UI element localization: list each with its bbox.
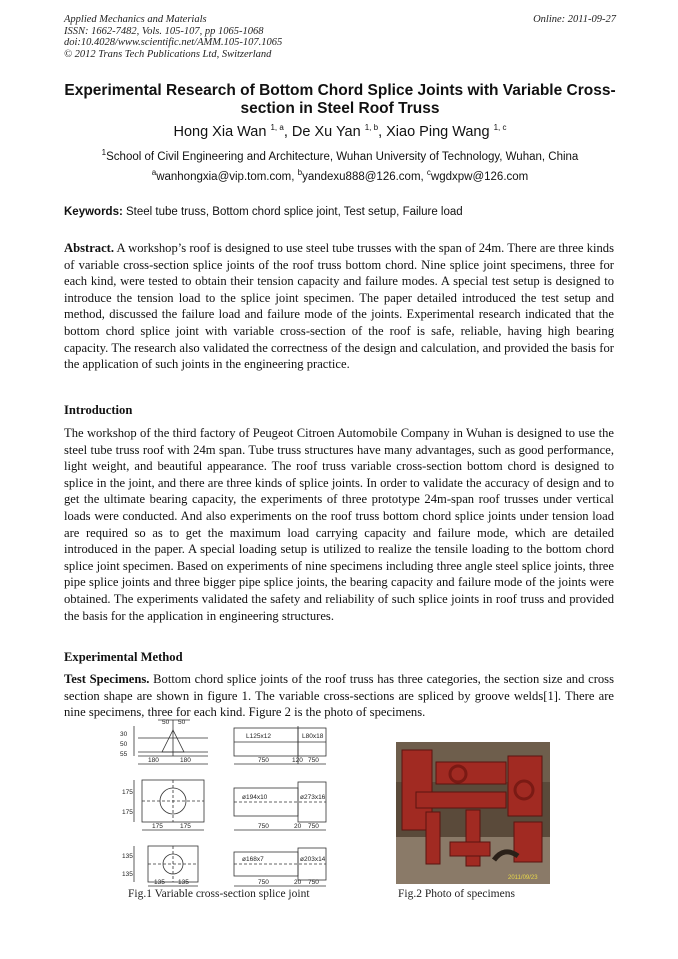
photo-timestamp: 2011/09/23: [508, 875, 538, 881]
dim-label: 175: [180, 823, 191, 830]
online-date: Online: 2011-09-27: [533, 14, 616, 25]
dim-label: 20: [294, 823, 302, 830]
dim-label: 750: [308, 823, 319, 830]
issn-line: ISSN: 1662-7482, Vols. 105-107, pp 1065-1068: [64, 25, 264, 37]
author-name: Hong Xia Wan: [173, 124, 267, 140]
email-address: yandexu888@126.com: [302, 171, 421, 183]
email-list: $^a$wanhongxia@vip.tom.com, $^b$yandexu888@126.com, $^c$wgdxpw@126.com: [151, 168, 529, 183]
keywords-text: Steel tube truss, Bottom chord splice joint, Test setup, Failure load: [126, 206, 463, 218]
section-label: L125x12: [246, 733, 271, 740]
section-label: ø168x7: [242, 856, 264, 863]
email-mark: b: [297, 168, 303, 178]
dim-label: 750: [308, 879, 319, 886]
email-mark: a: [151, 168, 157, 178]
keywords: [64, 206, 463, 218]
dim-label: 30: [120, 731, 128, 738]
figure1-caption: Fig.1 Variable cross-section splice joint: [128, 888, 310, 900]
dim-label: 750: [258, 823, 269, 830]
test-specimens-label: Test Specimens.: [64, 672, 150, 686]
dim-label: 135: [154, 879, 165, 886]
author-affil-mark: 1, b: [364, 123, 379, 133]
figure1-drawing: [118, 718, 350, 888]
figure2-photo: [396, 742, 550, 884]
email-mark: c: [426, 168, 431, 178]
dim-label: 750: [308, 757, 319, 764]
abstract-label: Abstract.: [64, 241, 115, 255]
email-address: wgdxpw@126.com: [430, 171, 529, 183]
method-text: Bottom chord splice joints of the roof truss has three categories, the section size and cross section shape are shown in figure 1. The variable cross-sections are spliced by groove welds[1]. There are nine specimens, three for each kind. Figure 2 is the photo of specimens.: [64, 672, 614, 720]
dim-label: 135: [122, 871, 133, 878]
abstract-text: A workshop’s roof is designed to use steel tube trusses with the span of 24m. There are three kinds of variable cross-section splice joints of the roof truss bottom chord. Nine splice joint specimens, three for each kind, were tested to obtain their tension capacity and failure modes. A special test setup is designed to introduce the tension load to the splice joint specimen. The paper detailed introduced the test setup and method, discussed the failure load and failure mode of the joints. Experimental research indicated that the bottom chord splice joint with variable cross-section of the roof is safe, reliable, having high bearing capacity. The research also validated the correctness of the design and calculation, and provided the basis for the application of such joints in the engineering practice.: [64, 241, 614, 372]
doi-line: doi:10.4028/www.scientific.net/AMM.105-107.1065: [64, 37, 283, 48]
introduction-text: The workshop of the third factory of Peugeot Citroen Automobile Company in Wuhan is designed to use the steel tube truss roof with 24m span. Tube truss structures have many advantages, such as good performance, light weight, and beautiful appearance. The roof truss variable cross-section bottom chord is designed to splice in the joint, and there are three kinds of splice joints. In order to validate the accuracy of design and to get the ultimate bearing capacity, the experiments of three prototype 24m-span roof trusses under vertical loads were conducted. And also experiments on the roof truss bottom chord splice joints under tension load are required so as to get the maximum load carrying capacity and failure mode, which are detailed introduced in the paper. A special loading setup is utilized to realize the tensile loading to the bottom chord splice joint specimen. Based on experiments of nine specimens including three angle steel splice joints, three pipe splice joints and three bigger pipe splice joints, the bearing capacity and failure mode of the joints were obtained. The experiments validated the safety and reliability of such splice joints in roof truss and provided the basis for the application in engineering structures.: [64, 426, 614, 623]
journal-header: [64, 14, 282, 60]
affiliation-mark: 1: [101, 148, 107, 158]
introduction-heading: Introduction: [64, 403, 133, 417]
section-label: ø203x14: [300, 856, 326, 863]
author-affil-mark: 1, c: [493, 123, 507, 133]
dim-label: 750: [258, 879, 269, 886]
dim-label: 55: [120, 751, 128, 758]
dim-label: 20: [294, 879, 302, 886]
author-name: De Xu Yan: [291, 124, 361, 140]
affiliation-text: School of Civil Engineering and Architecture, Wuhan University of Technology, Wuhan, China: [106, 151, 579, 163]
dim-label: 180: [180, 757, 191, 764]
copyright-line: © 2012 Trans Tech Publications Ltd, Switzerland: [64, 48, 272, 60]
method-paragraph: [64, 671, 614, 721]
section-label: ø273x16: [300, 794, 326, 801]
section-label: L80x18: [302, 733, 324, 740]
dim-label: 135: [122, 853, 133, 860]
dim-label: 750: [258, 757, 269, 764]
abstract: [64, 240, 614, 373]
dim-label: 175: [122, 789, 133, 796]
dim-label: 50: [120, 741, 128, 748]
dim-label: 50: [178, 719, 186, 726]
figure2-caption: Fig.2 Photo of specimens: [398, 888, 515, 900]
paper-title: Experimental Research of Bottom Chord Splice Joints with Variable Cross-section in Steel Roof Truss: [64, 82, 616, 117]
keywords-label: Keywords:: [64, 206, 123, 218]
journal-name: Applied Mechanics and Materials: [64, 14, 207, 25]
email-address: wanhongxia@vip.tom.com: [156, 171, 292, 183]
dim-label: 135: [178, 879, 189, 886]
dim-label: 175: [122, 809, 133, 816]
dim-label: 180: [148, 757, 159, 764]
author-list: Hong Xia Wan $^{1, a}$, De Xu Yan $^{1, b}$, Xiao Ping Wang $^{1, c}$: [173, 123, 507, 140]
dim-label: 50: [162, 719, 170, 726]
author-name: Xiao Ping Wang: [386, 124, 490, 140]
affiliation: [40, 148, 640, 163]
author-affil-mark: 1, a: [270, 123, 284, 133]
dim-label: 175: [152, 823, 163, 830]
method-heading: Experimental Method: [64, 650, 183, 664]
section-label: ø194x10: [242, 794, 268, 801]
dim-label: 120: [292, 757, 303, 764]
